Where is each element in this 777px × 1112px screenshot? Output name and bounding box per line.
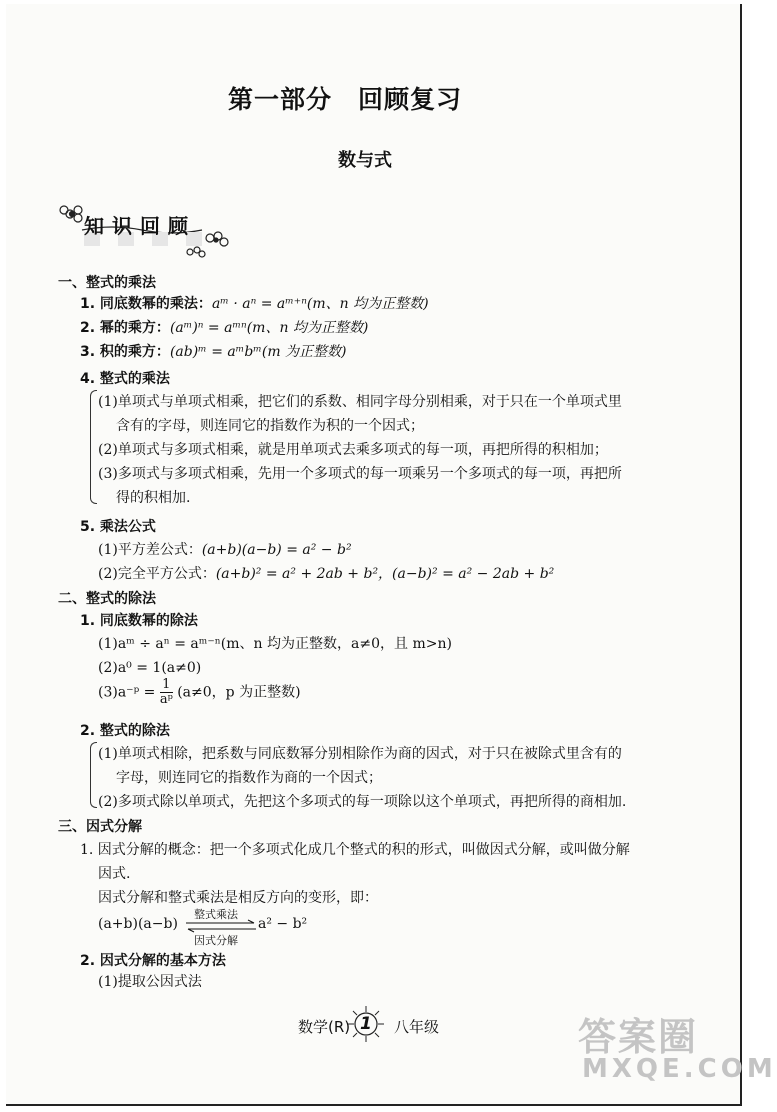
section-heading-2: 二、整式的除法 <box>58 591 156 607</box>
item-1-5-heading: 5. 乘法公式 <box>80 519 156 535</box>
item-3-2-a: (1)提取公因式法 <box>98 974 202 990</box>
item-1-3-label: 3. 积的乘方： <box>80 344 170 360</box>
fraction-numerator: 1 <box>160 678 173 693</box>
item-3-1-line3: 因式分解和整式乘法是相反方向的变形，即： <box>98 890 378 906</box>
section-badge-title: 知识回顾 <box>84 214 196 238</box>
brace-1-4 <box>90 390 97 504</box>
item-2-1-a: (1)aᵐ ÷ aⁿ = aᵐ⁻ⁿ(m、n 均为正整数，a≠0，且 m>n) <box>98 636 452 652</box>
fraction-denominator: aᵖ <box>159 692 173 707</box>
item-1-4-heading: 4. 整式的乘法 <box>80 371 170 387</box>
formula-1-2: (aᵐ)ⁿ = aᵐⁿ(m、n 均为正整数) <box>169 320 369 336</box>
fraction-1-over-a-p <box>160 678 173 707</box>
item-2-2-heading: 2. 整式的除法 <box>80 723 170 739</box>
item-1-4-b: (2)单项式与多项式相乘，就是用单项式去乘多项式的每一项，再把所得的积相加； <box>98 442 608 458</box>
item-1-1 <box>80 294 429 314</box>
arrow-label-factor: 因式分解 <box>194 934 238 947</box>
item-1-4-a-line1: (1)单项式与单项式相乘，把它们的系数、相同字母分别相乘，对于只在一个单项式里 <box>98 394 622 410</box>
item-2-1-c <box>98 678 301 707</box>
item-3-2-heading: 2. 因式分解的基本方法 <box>80 953 226 969</box>
formula-1-1: aᵐ · aⁿ = aᵐ⁺ⁿ(m、n 均为正整数) <box>211 296 429 312</box>
section-heading-3: 三、因式分解 <box>58 819 142 835</box>
item-2-1-heading: 1. 同底数幂的除法 <box>80 613 198 629</box>
watermark-logo-text: 答案圈 <box>578 1015 699 1059</box>
factor-right-expression: a² − b² <box>258 916 308 932</box>
item-1-5-a <box>98 540 352 560</box>
item-2-1-c-pre: (3)a⁻ᵖ = <box>98 684 156 701</box>
item-2-2-b: (2)多项式除以单项式，先把这个多项式的每一项除以这个单项式，再把所得的商相加. <box>98 794 627 810</box>
item-1-2 <box>80 318 368 338</box>
footer-subject: 数学(R) <box>298 1018 351 1036</box>
item-1-5-b-label: (2)完全平方公式： <box>98 566 216 582</box>
chapter-title: 数与式 <box>338 150 392 171</box>
item-1-4-c-line2: 得的积相加. <box>116 490 191 506</box>
formula-perfect-square: (a+b)² = a² + 2ab + b²，(a−b)² = a² − 2ab + b² <box>215 566 555 582</box>
item-1-1-label: 1. 同底数幂的乘法： <box>80 296 212 312</box>
item-2-1-b: (2)a⁰ = 1(a≠0) <box>98 660 202 676</box>
item-2-1-c-post: (a≠0，p 为正整数) <box>177 684 301 701</box>
item-1-5-b <box>98 564 554 584</box>
brace-2-2 <box>90 742 97 808</box>
item-3-1-line1: 1. 因式分解的概念：把一个多项式化成几个整式的积的形式，叫做因式分解，或叫做分解 <box>80 842 630 858</box>
double-arrow-icon <box>184 920 258 932</box>
item-2-2-a-line1: (1)单项式相除，把系数与同底数幂分别相除作为商的因式，对于只在被除式里含有的 <box>98 746 622 762</box>
formula-difference-of-squares: (a+b)(a−b) = a² − b² <box>201 542 352 558</box>
formula-1-3: (ab)ᵐ = aᵐbᵐ(m 为正整数) <box>169 344 347 360</box>
item-1-2-label: 2. 幂的乘方： <box>80 320 170 336</box>
item-3-1-line2: 因式. <box>98 866 131 882</box>
item-1-5-a-label: (1)平方差公式： <box>98 542 202 558</box>
section-heading-1: 一、整式的乘法 <box>58 275 156 291</box>
factor-left-expression: (a+b)(a−b) <box>98 916 178 932</box>
part-title: 第一部分 回顾复习 <box>228 85 463 114</box>
item-2-2-a-line2: 字母，则连同它的指数作为商的一个因式； <box>116 770 382 786</box>
watermark-url: MXQE.COM <box>582 1054 777 1084</box>
item-1-4-a-line2: 含有的字母，则连同它的指数作为积的一个因式； <box>116 418 424 434</box>
footer-grade: 八年级 <box>394 1018 440 1036</box>
arrow-label-multiply: 整式乘法 <box>194 908 238 921</box>
footer-page-number: 1 <box>360 1014 372 1034</box>
item-1-4-c-line1: (3)多项式与多项式相乘，先用一个多项式的每一项乘另一个多项式的每一项，再把所 <box>98 466 622 482</box>
reversible-arrow <box>184 906 258 946</box>
item-1-3 <box>80 342 347 362</box>
